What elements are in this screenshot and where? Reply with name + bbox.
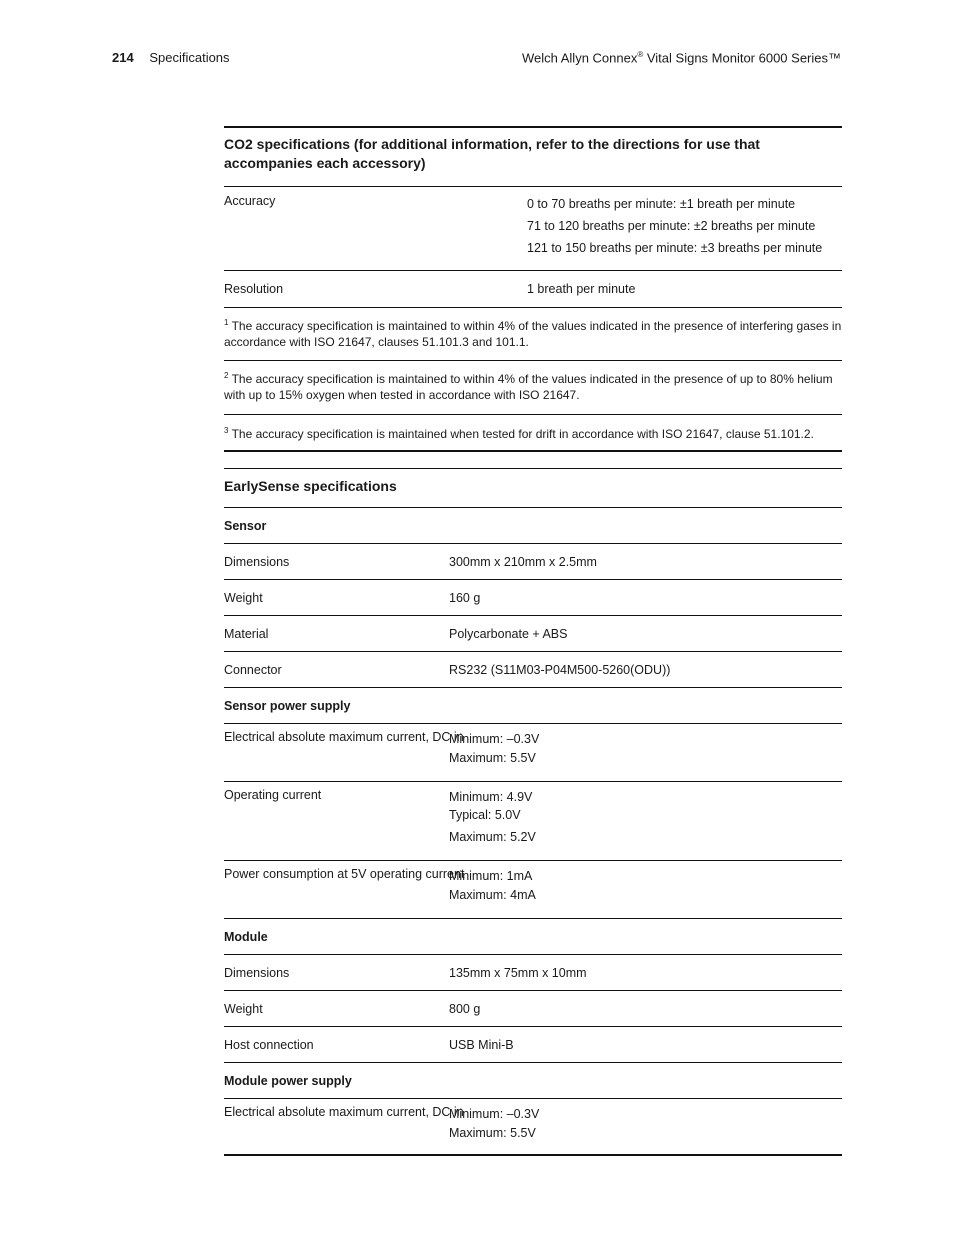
row-value: 300mm x 210mm x 2.5mm (449, 554, 597, 569)
row-label: Connector (224, 662, 282, 677)
module-weight-row (224, 990, 842, 1026)
value-line: Maximum: 5.5V (449, 1126, 536, 1140)
sensor-abs-max-current-row (224, 723, 842, 781)
subheading-sensor-power: Sensor power supply (224, 687, 842, 723)
footnote-text: The accuracy specification is maintained to within 4% of the values indicated in the presence of up to 80% helium with up to 15% oxygen when tested in accordance with ISO 21647. (224, 372, 833, 402)
row-value (449, 867, 536, 918)
sensor-power-consumption-row (224, 860, 842, 918)
sensor-material-row (224, 615, 842, 651)
subheading-sensor: Sensor (224, 507, 842, 543)
footnote-mark: 1 (224, 318, 229, 327)
co2-table-title: CO2 specifications (for additional information, refer to the directions for use that accompanies each accessory) (224, 126, 842, 186)
footnote-3 (224, 414, 842, 452)
earlysense-spec-table (224, 468, 842, 1156)
footnote-2 (224, 360, 842, 414)
resolution-value: 1 breath per minute (527, 282, 636, 296)
row-value (449, 730, 539, 781)
page-number: 214 (112, 50, 134, 65)
value-line: Minimum: 1mA (449, 869, 533, 883)
row-value: 135mm x 75mm x 10mm (449, 965, 587, 980)
value-line: Minimum: 4.9V (449, 790, 533, 804)
row-value: Polycarbonate + ABS (449, 626, 568, 641)
accuracy-line: 0 to 70 breaths per minute: ±1 breath per minute (527, 197, 796, 211)
row-label: Accuracy (224, 194, 276, 208)
sensor-weight-row (224, 579, 842, 615)
module-host-connection-row (224, 1026, 842, 1062)
running-header-left (112, 50, 230, 65)
registered-mark: ® (637, 50, 644, 59)
row-value: USB Mini-B (449, 1037, 514, 1052)
footnote-text: The accuracy specification is maintained to within 4% of the values indicated in the presence of interfering gases in accordance with ISO 21647, clauses 51.101.3 and 101.1. (224, 319, 842, 349)
module-dimensions-row (224, 954, 842, 990)
doc-title-rest: Vital Signs Monitor 6000 Series™ (643, 50, 841, 66)
accuracy-line: 71 to 120 breaths per minute: ±2 breaths per minute (527, 219, 816, 233)
value-line: Maximum: 5.2V (449, 830, 536, 844)
row-label: Electrical absolute maximum current, DC in (224, 730, 464, 744)
row-label: Weight (224, 590, 263, 605)
row-label: Dimensions (224, 554, 290, 569)
row-value (449, 788, 536, 860)
sensor-operating-current-row (224, 781, 842, 860)
row-value (449, 1105, 539, 1154)
co2-accuracy-row (224, 186, 842, 270)
sensor-connector-row (224, 651, 842, 687)
value-line: Maximum: 5.5V (449, 751, 536, 765)
row-label: Material (224, 626, 269, 641)
row-label: Weight (224, 1001, 263, 1016)
subheading-module-power: Module power supply (224, 1062, 842, 1098)
footnote-1 (224, 307, 842, 360)
value-line: Typical: 5.0V (449, 808, 521, 822)
value-line: Minimum: –0.3V (449, 732, 540, 746)
row-value (527, 278, 635, 300)
footnote-text: The accuracy specification is maintained when tested for drift in accordance with ISO 21647, clause 51.101.2. (228, 427, 814, 441)
value-line: Maximum: 4mA (449, 888, 536, 902)
subheading-module: Module (224, 918, 842, 954)
module-abs-max-current-row (224, 1098, 842, 1156)
value-line: Minimum: –0.3V (449, 1107, 540, 1121)
footnote-mark: 2 (224, 371, 229, 380)
row-value (527, 193, 822, 270)
section-name: Specifications (149, 50, 230, 65)
row-label: Resolution (224, 282, 284, 296)
earlysense-table-title: EarlySense specifications (224, 468, 842, 507)
sensor-dimensions-row (224, 543, 842, 579)
doc-title: Welch Allyn Connex (521, 50, 638, 66)
row-label: Host connection (224, 1037, 314, 1052)
row-value: RS232 (S11M03-P04M500-5260(ODU)) (449, 662, 671, 677)
footnote-mark: 3 (224, 426, 229, 435)
running-header-right (522, 50, 841, 65)
row-value: 160 g (449, 590, 481, 605)
row-label: Electrical absolute maximum current, DC in (224, 1105, 464, 1119)
co2-resolution-row (224, 270, 842, 307)
co2-spec-table (224, 126, 842, 452)
row-label: Power consumption at 5V operating current (224, 867, 465, 881)
row-value: 800 g (449, 1001, 481, 1016)
row-label: Dimensions (224, 965, 290, 980)
row-label: Operating current (224, 788, 322, 802)
accuracy-line: 121 to 150 breaths per minute: ±3 breaths per minute (527, 241, 823, 255)
